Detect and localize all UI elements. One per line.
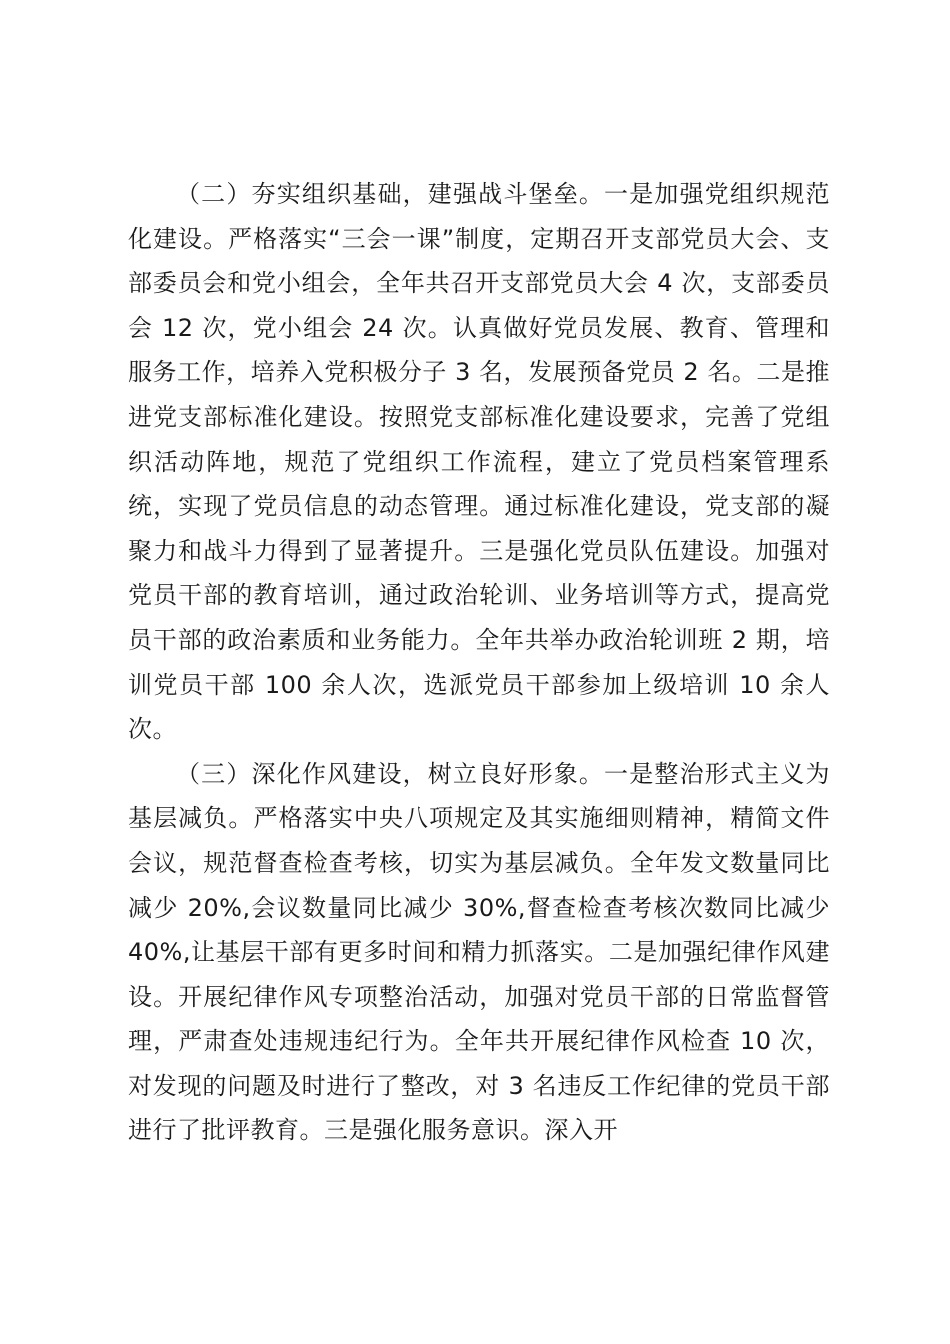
document-body — [128, 172, 830, 1153]
paragraph-work-style: （三）深化作风建设，树立良好形象。一是整治形式主义为基层减负。严格落实中央八项规定及其实施细则精神，精简文件会议，规范督查检查考核，切实为基层减负。全年发文数量同比减少 20%,会议数量同比减少 30%,督查检查考核次数同比减少 40%,让基层干部有更多时间和精力抓落实。二是加强纪律作风建设。开展纪律作风专项整治活动，加强对党员干部的日常监督管理，严肃查处违规违纪行为。全年共开展纪律作风检查 10 次，对发现的问题及时进行了整改，对 3 名违反工作纪律的党员干部进行了批评教育。三是强化服务意识。深入开 — [128, 759, 830, 1145]
paragraph-organization: （二）夯实组织基础，建强战斗堡垒。一是加强党组织规范化建设。严格落实“三会一课”制度，定期召开支部党员大会、支部委员会和党小组会，全年共召开支部党员大会 4 次，支部委员会 12 次，党小组会 24 次。认真做好党员发展、教育、管理和服务工作，培养入党积极分子 3 名，发展预备党员 2 名。二是推进党支部标准化建设。按照党支部标准化建设要求，完善了党组织活动阵地，规范了党组织工作流程，建立了党员档案管理系统，实现了党员信息的动态管理。通过标准化建设，党支部的凝聚力和战斗力得到了显著提升。三是强化党员队伍建设。加强对党员干部的教育培训，通过政治轮训、业务培训等方式，提高党员干部的政治素质和业务能力。全年共举办政治轮训班 2 期，培训党员干部 100 余人次，选派党员干部参加上级培训 10 余人次。 — [128, 180, 830, 744]
